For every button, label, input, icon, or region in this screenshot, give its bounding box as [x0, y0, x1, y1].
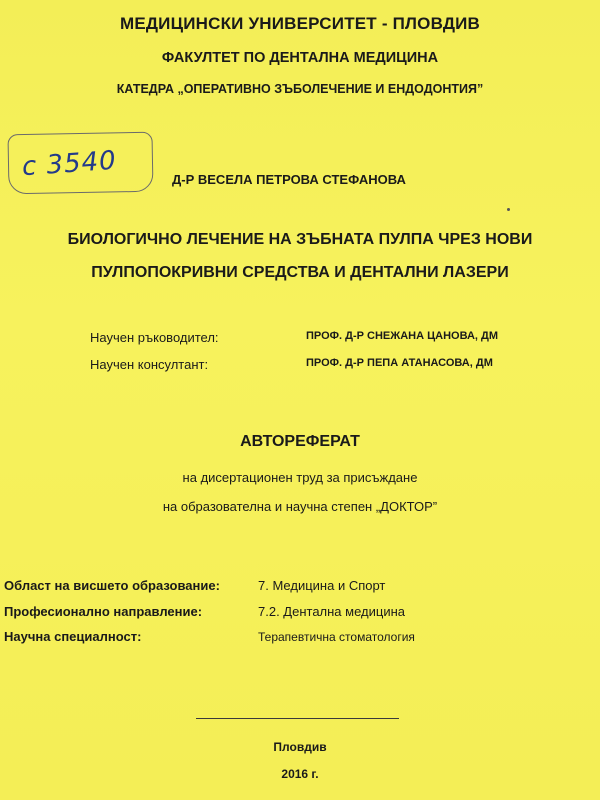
field-label-specialty: Научна специалност:	[4, 629, 142, 644]
consultant-label: Научен консултант:	[90, 357, 209, 372]
year: 2016 г.	[281, 767, 319, 781]
abstract-description-line-1: на дисертационен труд за присъждане	[182, 470, 418, 485]
field-value-professional-direction: 7.2. Дентална медицина	[258, 604, 405, 619]
faculty-name: ФАКУЛТЕТ ПО ДЕНТАЛНА МЕДИЦИНА	[161, 50, 439, 66]
author-name: Д-Р ВЕСЕЛА ПЕТРОВА СТЕФАНОВА	[172, 172, 406, 187]
divider-line	[196, 718, 399, 719]
thesis-title-line-1: БИОЛОГИЧНО ЛЕЧЕНИЕ НА ЗЪБНАТА ПУЛПА ЧРЕЗ НОВИ	[67, 231, 533, 248]
speck	[507, 208, 510, 211]
abstract-description-line-2: на образователна и научна степен „ДОКТОР”	[162, 499, 438, 514]
thesis-title-line-2: ПУЛПОПОКРИВНИ СРЕДСТВА И ДЕНТАЛНИ ЛАЗЕРИ	[91, 264, 509, 281]
field-label-professional-direction: Професионално направление:	[4, 604, 203, 619]
stamp-code: с 3540	[21, 145, 118, 183]
supervisor-label: Научен ръководител:	[90, 330, 219, 345]
supervisor-name: ПРОФ. Д-Р СНЕЖАНА ЦАНОВА, ДМ	[306, 330, 499, 342]
department-name: КАТЕДРА „ОПЕРАТИВНО ЗЪБОЛЕЧЕНИЕ И ЕНДОДОНТИЯ”	[116, 82, 484, 96]
field-value-education-area: 7. Медицина и Спорт	[258, 578, 386, 593]
abstract-heading: АВТОРЕФЕРАТ	[240, 433, 360, 450]
city: Пловдив	[273, 740, 327, 754]
field-label-education-area: Област на висшето образование:	[4, 578, 220, 593]
university-name: МЕДИЦИНСКИ УНИВЕРСИТЕТ - ПЛОВДИВ	[119, 14, 481, 33]
field-value-specialty: Терапевтична стоматология	[258, 630, 415, 644]
consultant-name: ПРОФ. Д-Р ПЕПА АТАНАСОВА, ДМ	[306, 357, 493, 369]
